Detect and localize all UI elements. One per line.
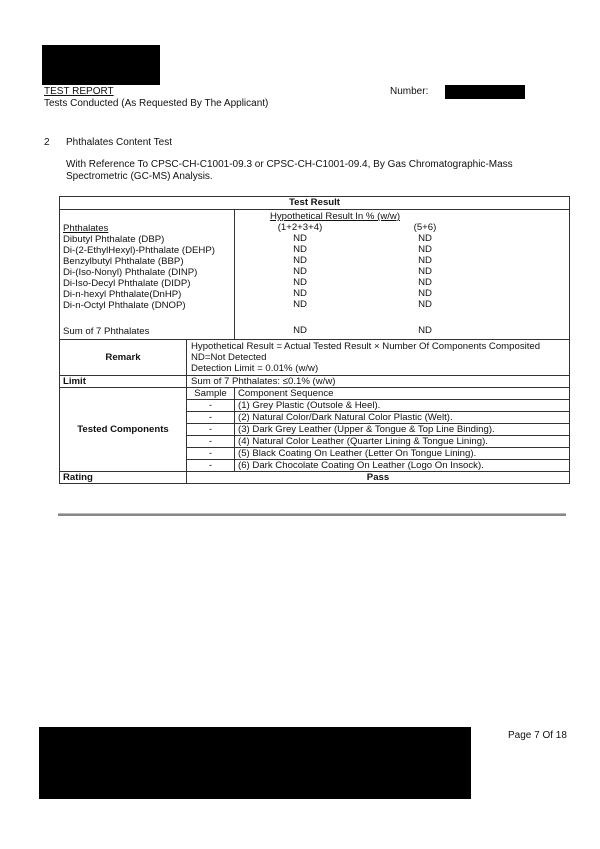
- sample-cell: -: [187, 436, 235, 448]
- table-title: Test Result: [60, 197, 570, 210]
- redacted-number: [445, 85, 525, 99]
- rating-value: Pass: [187, 472, 570, 484]
- sequence-header: Component Sequence: [235, 388, 570, 400]
- col1-header: (1+2+3+4): [277, 222, 323, 233]
- remark-line: Hypothetical Result = Actual Tested Result × Number Of Components Composited: [191, 341, 541, 352]
- sample-header: Sample: [187, 388, 235, 400]
- section-reference: With Reference To CPSC-CH-C1001-09.3 or CPSC-CH-C1001-09.4, By Gas Chromatographic-Mass Spectrometric (GC-MS) Analysis.: [66, 159, 513, 182]
- section-title: Phthalates Content Test: [66, 137, 172, 148]
- component-row: (4) Natural Color Leather (Quarter Lining & Tongue Lining).: [235, 436, 570, 448]
- col2-header: (5+6): [413, 222, 437, 233]
- tested-components-label: Tested Components: [60, 388, 187, 472]
- section-divider: [58, 513, 566, 516]
- rating-label: Rating: [60, 472, 187, 484]
- value-cell: ND: [293, 266, 307, 277]
- value-cell: ND: [418, 266, 432, 277]
- component-row: (5) Black Coating On Leather (Letter On Tongue Lining).: [235, 448, 570, 460]
- sum-value: ND: [418, 325, 432, 336]
- phthalate-row: Di-(2-EthylHexyl)-Phthalate (DEHP): [63, 245, 215, 256]
- page-number: Page 7 Of 18: [508, 730, 567, 741]
- result-header: Hypothetical Result In % (w/w): [269, 211, 401, 222]
- sample-cell: -: [187, 412, 235, 424]
- sum-value: ND: [293, 325, 307, 336]
- value-cell: ND: [418, 277, 432, 288]
- sample-cell: -: [187, 400, 235, 412]
- value-cell: ND: [293, 277, 307, 288]
- limit-value: Sum of 7 Phthalates: ≤0.1% (w/w): [187, 376, 570, 388]
- phthalate-names-cell: [60, 210, 235, 340]
- phthalate-row: Di-n-Octyl Phthalate (DNOP): [63, 300, 186, 311]
- phthalate-row: Benzylbutyl Phthalate (BBP): [63, 256, 184, 267]
- value-cell: ND: [293, 244, 307, 255]
- test-result-table: [59, 196, 570, 484]
- section-number: 2: [44, 137, 50, 148]
- sample-cell: -: [187, 424, 235, 436]
- phthalate-row: Di-n-hexyl Phthalate(DnHP): [63, 289, 182, 300]
- value-cell: ND: [293, 233, 307, 244]
- sample-cell: -: [187, 460, 235, 472]
- value-cell: ND: [418, 255, 432, 266]
- remark-label: Remark: [60, 340, 187, 376]
- phthalate-row: Di-Iso-Decyl Phthalate (DIDP): [63, 278, 191, 289]
- value-cell: ND: [418, 233, 432, 244]
- value-cell: ND: [418, 288, 432, 299]
- report-title: TEST REPORT: [44, 86, 114, 97]
- redacted-footer: [39, 727, 471, 799]
- report-subtitle: Tests Conducted (As Requested By The Applicant): [44, 98, 269, 109]
- value-cell: ND: [293, 255, 307, 266]
- component-row: (1) Grey Plastic (Outsole & Heel).: [235, 400, 570, 412]
- component-row: (2) Natural Color/Dark Natural Color Plastic (Welt).: [235, 412, 570, 424]
- remark-cell: [187, 340, 570, 376]
- sum-row-label: Sum of 7 Phthalates: [63, 326, 150, 337]
- value-cell: ND: [293, 288, 307, 299]
- value-cell: ND: [418, 244, 432, 255]
- value-cell: ND: [418, 299, 432, 310]
- number-label: Number:: [390, 86, 429, 97]
- remark-line: ND=Not Detected: [191, 352, 267, 363]
- remark-line: Detection Limit = 0.01% (w/w): [191, 363, 319, 374]
- value-cell: ND: [293, 299, 307, 310]
- sample-cell: -: [187, 448, 235, 460]
- limit-label: Limit: [60, 376, 187, 388]
- component-row: (6) Dark Chocolate Coating On Leather (Logo On Insock).: [235, 460, 570, 472]
- phthalate-row: Di-(Iso-Nonyl) Phthalate (DINP): [63, 267, 198, 278]
- redacted-logo: [42, 45, 160, 85]
- result-values-cell: [235, 210, 570, 340]
- component-row: (3) Dark Grey Leather (Upper & Tongue & Top Line Binding).: [235, 424, 570, 436]
- phthalates-label: Phthalates: [63, 223, 109, 234]
- phthalate-row: Dibutyl Phthalate (DBP): [63, 234, 165, 245]
